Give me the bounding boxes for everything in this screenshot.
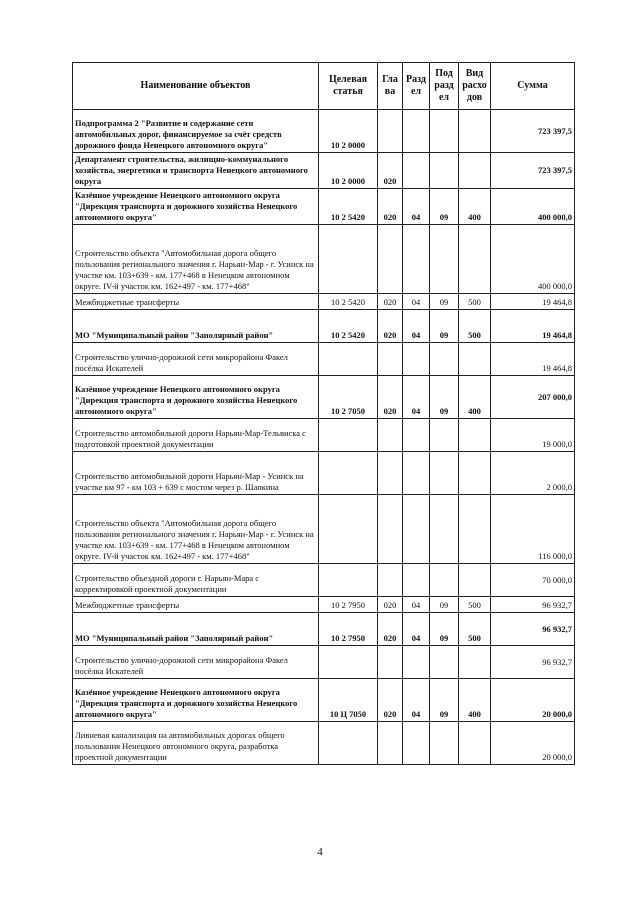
cell-subsection: 09: [430, 310, 459, 343]
cell-expense: 500: [459, 294, 491, 310]
cell-sum: 2 000,0: [491, 452, 575, 495]
table-row: [73, 153, 575, 189]
cell-section: [403, 722, 430, 765]
header-name: Наименование объектов: [73, 63, 319, 110]
cell-sum: 19 464,8: [491, 343, 575, 376]
cell-expense: [459, 564, 491, 597]
cell-target: 10 2 5420: [319, 294, 378, 310]
table-row: [73, 452, 575, 495]
cell-subsection: [430, 343, 459, 376]
cell-chapter: [378, 564, 403, 597]
cell-section: [403, 646, 430, 679]
cell-target: [319, 495, 378, 564]
cell-subsection: [430, 225, 459, 294]
cell-chapter: 020: [378, 597, 403, 613]
header-section: Разд ел: [403, 63, 430, 110]
cell-expense: [459, 722, 491, 765]
cell-expense: 400: [459, 376, 491, 419]
cell-sum: 20 000,0: [491, 722, 575, 765]
cell-name: Межбюджетные трансферты: [73, 597, 319, 613]
table-row: [73, 376, 575, 419]
cell-subsection: [430, 110, 459, 153]
cell-expense: [459, 153, 491, 189]
cell-chapter: 020: [378, 310, 403, 343]
cell-chapter: 020: [378, 153, 403, 189]
cell-sum: 70 000,0: [491, 564, 575, 597]
cell-chapter: [378, 495, 403, 564]
cell-name: Межбюджетные трансферты: [73, 294, 319, 310]
cell-subsection: [430, 452, 459, 495]
cell-section: [403, 564, 430, 597]
table-row: [73, 495, 575, 564]
table-row: [73, 189, 575, 225]
cell-target: 10 2 0000: [319, 153, 378, 189]
cell-target: 10 2 5420: [319, 310, 378, 343]
header-expense: Вид расхо дов: [459, 63, 491, 110]
cell-chapter: [378, 343, 403, 376]
cell-expense: [459, 225, 491, 294]
cell-expense: 400: [459, 189, 491, 225]
cell-section: [403, 225, 430, 294]
cell-section: 04: [403, 597, 430, 613]
cell-name: Департамент строительства, жилищно-коммунального хозяйства, энергетики и транспорта Ненецкого автономного округа: [73, 153, 319, 189]
cell-sum: 400 000,0: [491, 225, 575, 294]
cell-subsection: 09: [430, 294, 459, 310]
cell-sum: 400 000,0: [491, 189, 575, 225]
cell-sum: 207 000,0: [491, 376, 575, 419]
cell-name: Строительство улично-дорожной сети микрорайона Факел посёлка Искателей: [73, 343, 319, 376]
cell-section: 04: [403, 613, 430, 646]
header-chapter: Гла ва: [378, 63, 403, 110]
cell-chapter: [378, 646, 403, 679]
cell-sum: 19 464,8: [491, 310, 575, 343]
cell-name: Строительство автомобильной дороги Нарьян-Мар - Усинск на участке км 97 - км 103 + 639 с мостом через р. Шапкина: [73, 452, 319, 495]
cell-chapter: 020: [378, 376, 403, 419]
cell-expense: [459, 343, 491, 376]
cell-subsection: [430, 419, 459, 452]
cell-sum: 723 397,5: [491, 153, 575, 189]
cell-subsection: [430, 153, 459, 189]
table-row: [73, 225, 575, 294]
cell-sum: 19 464,8: [491, 294, 575, 310]
cell-name: Строительство объездной дороги г. Нарьян-Мара с корректировкой проектной документации: [73, 564, 319, 597]
cell-name: Ливневая канализация на автомобильных дорогах общего пользования Ненецкого автономного округа, разработка проектной документации: [73, 722, 319, 765]
cell-name: МО "Муниципальный район "Заполярный район": [73, 613, 319, 646]
cell-expense: [459, 419, 491, 452]
cell-chapter: [378, 225, 403, 294]
table-row: [73, 679, 575, 722]
cell-chapter: 020: [378, 294, 403, 310]
cell-expense: [459, 452, 491, 495]
cell-section: 04: [403, 679, 430, 722]
cell-sum: 96 932,7: [491, 597, 575, 613]
cell-section: [403, 452, 430, 495]
cell-target: [319, 343, 378, 376]
cell-name: Строительство улично-дорожной сети микрорайона Факел посёлка Искателей: [73, 646, 319, 679]
header-target: Целевая статья: [319, 63, 378, 110]
table-row: [73, 722, 575, 765]
cell-target: 10 2 5420: [319, 189, 378, 225]
cell-name: Казённое учреждение Ненецкого автономного округа "Дирекция транспорта и дорожного хозяйства Ненецкого автономного округа": [73, 376, 319, 419]
cell-target: 10 2 0000: [319, 110, 378, 153]
cell-section: [403, 343, 430, 376]
cell-sum: 96 932,7: [491, 613, 575, 646]
budget-table: [72, 62, 575, 765]
cell-subsection: [430, 722, 459, 765]
cell-chapter: 020: [378, 189, 403, 225]
table-row: [73, 419, 575, 452]
cell-subsection: 09: [430, 597, 459, 613]
cell-name: Строительство автомобильной дороги Нарьян-Мар-Тельвиска с подготовкой проектной документации: [73, 419, 319, 452]
cell-section: 04: [403, 376, 430, 419]
cell-target: [319, 564, 378, 597]
cell-name: Строительство объекта "Автомобильная дорога общего пользования регионального значения г. Нарьян-Мар - г. Усинск на участке км. 103+639 - км. 177+468 в Ненецком автономном округе. IV-й участок км. 162+497 - км. 177+468": [73, 225, 319, 294]
cell-expense: 400: [459, 679, 491, 722]
cell-section: [403, 153, 430, 189]
cell-target: [319, 722, 378, 765]
cell-expense: 500: [459, 613, 491, 646]
cell-target: [319, 646, 378, 679]
cell-target: 10 2 7950: [319, 613, 378, 646]
cell-expense: [459, 495, 491, 564]
cell-chapter: [378, 419, 403, 452]
cell-chapter: [378, 110, 403, 153]
header-subsection: Под разд ел: [430, 63, 459, 110]
table-row: [73, 110, 575, 153]
cell-subsection: 09: [430, 376, 459, 419]
cell-expense: 500: [459, 597, 491, 613]
cell-expense: [459, 646, 491, 679]
cell-section: [403, 495, 430, 564]
table-header-row: [73, 63, 575, 110]
cell-target: 10 2 7950: [319, 597, 378, 613]
cell-target: [319, 452, 378, 495]
cell-chapter: [378, 452, 403, 495]
cell-section: 04: [403, 310, 430, 343]
cell-target: 10 Ц 7050: [319, 679, 378, 722]
table-row: [73, 613, 575, 646]
cell-name: Казённое учреждение Ненецкого автономного округа "Дирекция транспорта и дорожного хозяйства Ненецкого автономного округа": [73, 189, 319, 225]
cell-name: Казённое учреждение Ненецкого автономного округа "Дирекция транспорта и дорожного хозяйства Ненецкого автономного округа": [73, 679, 319, 722]
cell-target: [319, 419, 378, 452]
cell-sum: 96 932,7: [491, 646, 575, 679]
cell-expense: [459, 110, 491, 153]
header-sum: Сумма: [491, 63, 575, 110]
cell-subsection: 09: [430, 613, 459, 646]
cell-chapter: 020: [378, 613, 403, 646]
cell-expense: 500: [459, 310, 491, 343]
cell-section: 04: [403, 189, 430, 225]
cell-subsection: 09: [430, 189, 459, 225]
cell-section: [403, 419, 430, 452]
table-row: [73, 310, 575, 343]
cell-sum: 116 000,0: [491, 495, 575, 564]
table-row: [73, 646, 575, 679]
cell-subsection: [430, 646, 459, 679]
cell-subsection: [430, 564, 459, 597]
cell-chapter: [378, 722, 403, 765]
cell-name: Строительство объекта "Автомобильная дорога общего пользования регионального значения г. Нарьян-Мар - г. Усинск на участке км. 103+639 - км. 177+468 в Ненецком автономном округе. IV-й участок км. 162+497 - км. 177+468": [73, 495, 319, 564]
cell-section: 04: [403, 294, 430, 310]
cell-sum: 20 000,0: [491, 679, 575, 722]
cell-sum: 723 397,5: [491, 110, 575, 153]
cell-sum: 19 000,0: [491, 419, 575, 452]
cell-name: МО "Муниципальный район "Заполярный район": [73, 310, 319, 343]
cell-target: 10 2 7050: [319, 376, 378, 419]
table-row: [73, 597, 575, 613]
cell-chapter: 020: [378, 679, 403, 722]
table-row: [73, 564, 575, 597]
cell-section: [403, 110, 430, 153]
cell-target: [319, 225, 378, 294]
table-row: [73, 294, 575, 310]
cell-subsection: 09: [430, 679, 459, 722]
cell-subsection: [430, 495, 459, 564]
page-number: 4: [317, 846, 323, 858]
table-row: [73, 343, 575, 376]
cell-name: Подпрограмма 2 "Развитие и содержание сети автомобильных дорог, финансируемое за счёт средств дорожного фонда Ненецкого автономного округа": [73, 110, 319, 153]
